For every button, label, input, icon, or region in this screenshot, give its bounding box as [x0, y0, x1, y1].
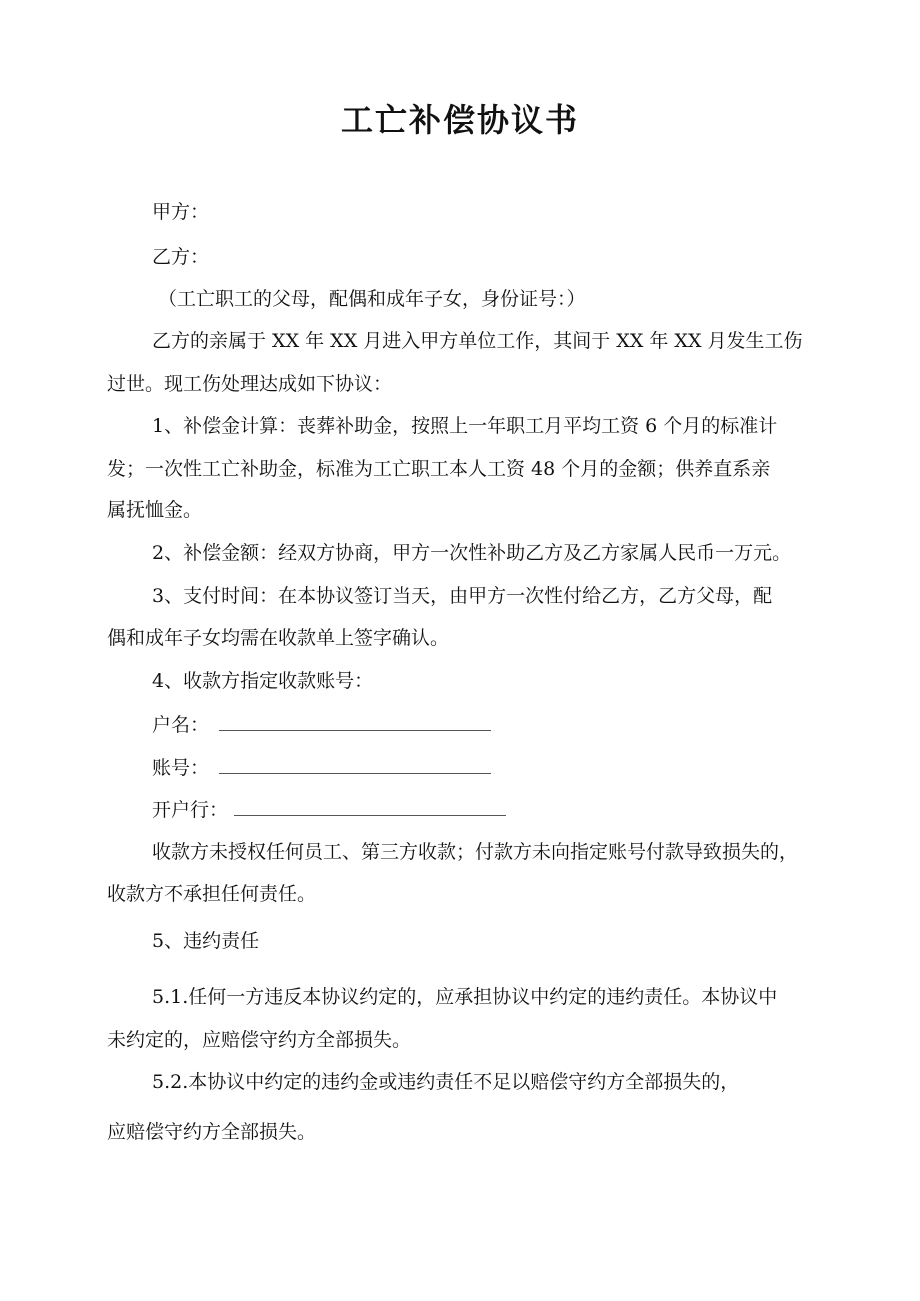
bank-label: 开户行： — [152, 799, 229, 821]
account-number-blank — [219, 753, 491, 774]
disclaimer-line-1: 收款方未授权任何员工、第三方收款；付款方未向指定账号付款导致损失的， — [152, 841, 799, 863]
party-b-note: （工亡职工的父母，配偶和成年子女，身份证号：） — [158, 288, 586, 310]
account-number-label: 账号： — [152, 757, 210, 779]
clause4-text: 4、收款方指定收款账号： — [152, 670, 374, 692]
clause5-2-line-1: 5.2.本协议中约定的违约金或违约责任不足以赔偿守约方全部损失的， — [152, 1071, 740, 1093]
bank-row — [152, 795, 506, 824]
clause1-line-3: 属抚恤金。 — [107, 499, 203, 521]
clause5-1-line-1: 5.1.任何一方违反本协议约定的，应承担协议中约定的违约责任。本协议中 — [152, 986, 778, 1008]
clause1-line-2: 发；一次性工亡补助金，标准为工亡职工本人工资 48 个月的金额；供养直系亲 — [107, 458, 771, 480]
clause2-text: 2、补偿金额：经双方协商，甲方一次性补助乙方及乙方家属人民币一万元。 — [152, 542, 792, 564]
document-title: 工亡补偿协议书 — [340, 101, 579, 139]
clause5-1-line-2: 未约定的，应赔偿守约方全部损失。 — [107, 1029, 412, 1051]
clause1-line-1: 1、补偿金计算：丧葬补助金，按照上一年职工月平均工资 6 个月的标准计 — [152, 415, 778, 437]
clause3-line-2: 偶和成年子女均需在收款单上签字确认。 — [107, 627, 450, 649]
clause5-2-line-2: 应赔偿守约方全部损失。 — [107, 1121, 317, 1143]
party-b-label: 乙方： — [152, 246, 210, 268]
clause5-heading: 5、违约责任 — [152, 930, 260, 952]
intro-line-2: 过世。现工伤处理达成如下协议： — [107, 373, 393, 395]
account-name-blank — [219, 710, 491, 731]
account-name-label: 户名： — [152, 714, 210, 736]
account-name-row — [152, 710, 491, 739]
disclaimer-line-2: 收款方不承担任何责任。 — [107, 883, 317, 905]
party-a-label: 甲方： — [152, 201, 210, 223]
intro-line-1: 乙方的亲属于 XX 年 XX 月进入甲方单位工作，其间于 XX 年 XX 月发生工伤 — [152, 330, 803, 352]
bank-blank — [234, 795, 506, 816]
clause3-line-1: 3、支付时间：在本协议签订当天，由甲方一次性付给乙方，乙方父母，配 — [152, 585, 773, 607]
account-number-row — [152, 753, 491, 782]
